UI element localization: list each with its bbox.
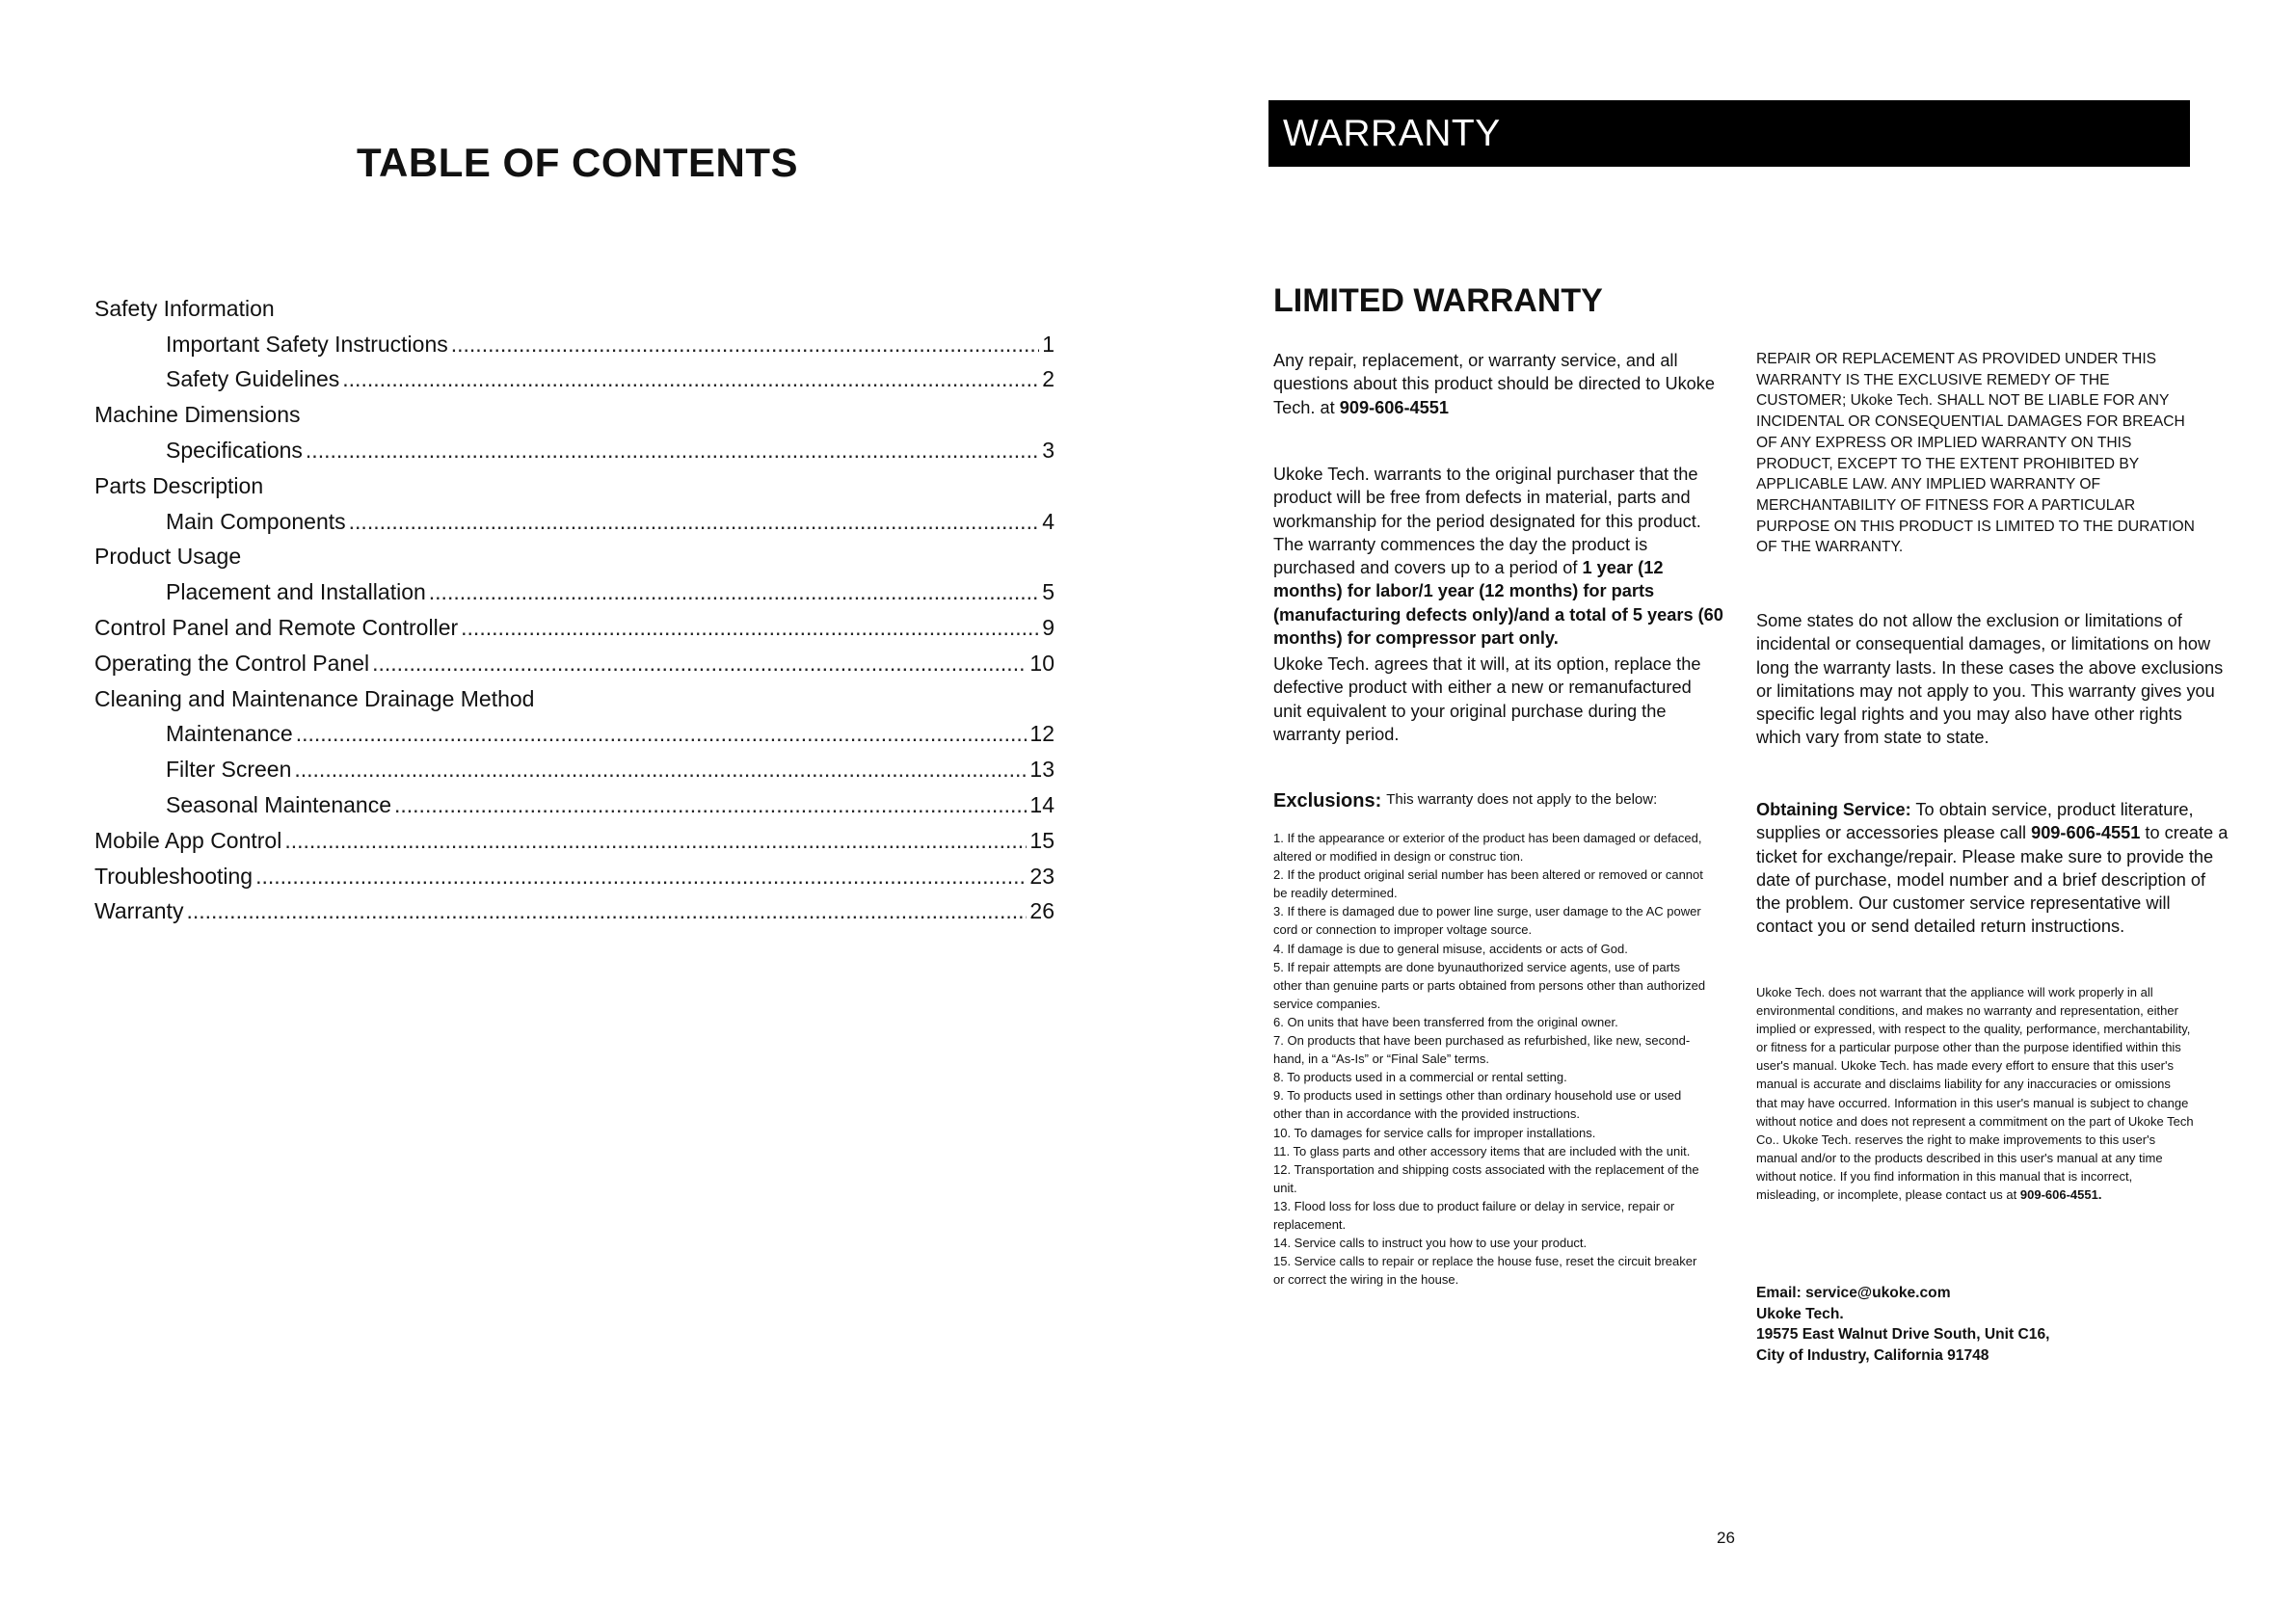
service-paragraph xyxy=(1756,798,2229,939)
toc-leader xyxy=(342,365,1039,392)
toc-entry[interactable] xyxy=(94,712,1055,748)
toc-label: Safety Guidelines xyxy=(166,366,340,392)
toc-entry[interactable] xyxy=(94,570,1055,605)
toc-entry[interactable] xyxy=(94,605,1055,641)
exclusions-list xyxy=(1273,829,1707,1289)
toc-label: Machine Dimensions xyxy=(94,402,301,428)
toc-page-number: 3 xyxy=(1042,437,1055,463)
list-item: 4. If damage is due to general misuse, accidents or acts of God. xyxy=(1273,941,1628,956)
toc-label: Warranty xyxy=(94,898,184,924)
toc-page-number: 10 xyxy=(1029,650,1055,676)
toc-heading[interactable] xyxy=(94,286,1055,322)
toc-label: Seasonal Maintenance xyxy=(166,791,391,817)
toc-leader xyxy=(296,720,1028,747)
list-item: 15. Service calls to repair or replace the house fuse, reset the circuit breaker or correct the wiring in the house. xyxy=(1273,1254,1697,1288)
page-number: 26 xyxy=(1717,1529,1735,1547)
disclaimer-text: Ukoke Tech. does not warrant that the appliance will work properly in all environmental conditions, and makes no warranty and representation, either implied or expressed, with respect to the quality, performance, merchantability, or fitness for a particular purpose other than the purpose identified within this user's manual. Ukoke Tech. has made every effort to ensure that this user's manual is accurate and disclaims liability for any inaccuracies or omissions that may have occurred. Information in this user's manual is subject to change without notice and does not represent a commitment on the part of Ukoke Tech Co.. Ukoke Tech. reserves the right to make improvements to this user's manual and/or to the products described in this user's manual at any time without notice. If you find information in this manual that is incorrect, misleading, or incomplete, please contact us at xyxy=(1756,985,2194,1203)
toc-label: Main Components xyxy=(166,508,346,534)
toc-leader xyxy=(394,791,1027,818)
toc-page-number: 26 xyxy=(1029,898,1055,924)
intro-phone: 909-606-4551 xyxy=(1339,397,1450,417)
exclusions-label: Exclusions: xyxy=(1273,790,1382,812)
contact-company: Ukoke Tech. xyxy=(1756,1305,1844,1322)
intro-paragraph xyxy=(1273,349,1722,419)
toc-label: Product Usage xyxy=(94,544,242,570)
toc-entry[interactable] xyxy=(94,428,1055,464)
toc-page-number: 1 xyxy=(1042,331,1055,357)
toc-label: Filter Screen xyxy=(166,757,292,783)
list-item: 5. If repair attempts are done byunauthorized service agents, use of parts other than genuine parts or parts obtained from persons other than authorized service companies. xyxy=(1273,959,1706,1011)
toc-page-number: 23 xyxy=(1029,863,1055,889)
toc-page-number: 9 xyxy=(1042,614,1055,640)
warrant-paragraph xyxy=(1273,463,1724,650)
toc-heading[interactable] xyxy=(94,464,1055,499)
exclusions-section xyxy=(1273,790,1707,1289)
toc-label: Placement and Installation xyxy=(166,579,426,605)
toc-entry[interactable] xyxy=(94,641,1055,677)
toc-entry[interactable] xyxy=(94,747,1055,783)
toc-leader xyxy=(255,863,1027,890)
toc-label: Operating the Control Panel xyxy=(94,650,370,676)
list-item: 11. To glass parts and other accessory items that are included with the unit. xyxy=(1273,1143,1691,1158)
toc-heading[interactable] xyxy=(94,535,1055,571)
service-label: Obtaining Service: xyxy=(1756,800,1911,819)
exclusions-intro: This warranty does not apply to the below: xyxy=(1386,791,1658,808)
toc-entry[interactable] xyxy=(94,358,1055,393)
toc-leader xyxy=(349,508,1040,535)
toc-page-number: 14 xyxy=(1029,791,1055,817)
toc-label: Control Panel and Remote Controller xyxy=(94,614,459,640)
list-item: 3. If there is damaged due to power line surge, user damage to the AC power cord or connection to improper voltage source. xyxy=(1273,904,1701,938)
toc-leader xyxy=(372,650,1027,677)
toc-label: Parts Description xyxy=(94,472,264,498)
toc-label: Cleaning and Maintenance Drainage Method xyxy=(94,685,535,711)
list-item: 7. On products that have been purchased as refurbished, like new, second-hand, in a “As-Is” or “Final Sale” terms. xyxy=(1273,1033,1691,1067)
toc-leader xyxy=(284,827,1027,854)
toc-title: TABLE OF CONTENTS xyxy=(357,140,799,185)
disclaimer-paragraph xyxy=(1756,983,2195,1204)
toc-leader xyxy=(451,331,1039,358)
limited-warranty-title: LIMITED WARRANTY xyxy=(1273,282,1603,319)
list-item: 12. Transportation and shipping costs associated with the replacement of the unit. xyxy=(1273,1161,1699,1195)
remedy-paragraph: REPAIR OR REPLACEMENT AS PROVIDED UNDER THIS WARRANTY IS THE EXCLUSIVE REMEDY OF THE CUSTOMER; Ukoke Tech. SHALL NOT BE LIABLE FOR ANY INCIDENTAL OR CONSEQUENTIAL DAMAGES FOR BREACH OF ANY EXPRESS OR IMPLIED WARRANTY ON THIS PRODUCT, EXCEPT TO THE EXTENT PROHIBITED BY APPLICABLE LAW. ANY IMPLIED WARRANTY OF MERCHANTABILITY OF FITNESS FOR A PARTICULAR PURPOSE ON THIS PRODUCT IS LIMITED TO THE DURATION OF THE WARRANTY. xyxy=(1756,351,2195,556)
toc-entry[interactable] xyxy=(94,322,1055,358)
toc-leader xyxy=(306,437,1039,464)
list-item: 2. If the product original serial number has been altered or removed or cannot be readily determined. xyxy=(1273,867,1703,901)
toc-page-number: 2 xyxy=(1042,366,1055,392)
toc-entry[interactable] xyxy=(94,890,1055,925)
toc-entry[interactable] xyxy=(94,854,1055,890)
toc-page-number: 4 xyxy=(1042,508,1055,534)
toc-label: Safety Information xyxy=(94,295,275,321)
warrant-text: Ukoke Tech. warrants to the original purchaser that the product will be free from defects in material, parts and workmanship for the period designated for this product. The warranty commences the day the product is purchased and covers up to a period of xyxy=(1273,465,1701,578)
toc-label: Maintenance xyxy=(166,721,293,747)
toc-label: Important Safety Instructions xyxy=(166,331,448,357)
toc-heading[interactable] xyxy=(94,677,1055,712)
exclusions-header xyxy=(1273,790,1707,812)
list-item: 6. On units that have been transferred from the original owner. xyxy=(1273,1014,1618,1029)
toc-leader xyxy=(461,614,1039,641)
toc-page-number: 5 xyxy=(1042,579,1055,605)
toc-entry[interactable] xyxy=(94,499,1055,535)
toc-page-number: 15 xyxy=(1029,827,1055,853)
service-text: to create a ticket for exchange/repair. Please make sure to provide the date of purchase, model number and a brief description of the problem. Our customer service representative will contact you or send detailed return instructions. xyxy=(1756,823,2229,937)
toc-page-number: 12 xyxy=(1029,721,1055,747)
list-item: 14. Service calls to instruct you how to use your product. xyxy=(1273,1236,1588,1251)
service-phone: 909-606-4551 xyxy=(2031,823,2141,843)
disclaimer-phone: 909-606-4551. xyxy=(2019,1187,2102,1203)
toc-list xyxy=(94,286,1055,924)
list-item: 9. To products used in settings other than ordinary household use or used other than in accordance with the provided instructions. xyxy=(1273,1088,1682,1122)
toc-leader xyxy=(186,897,1027,924)
list-item: 13. Flood loss for loss due to product failure or delay in service, repair or replacement. xyxy=(1273,1198,1675,1232)
list-item: 8. To products used in a commercial or rental setting. xyxy=(1273,1070,1567,1085)
warranty-banner: WARRANTY xyxy=(1268,100,2190,167)
agree-paragraph: Ukoke Tech. agrees that it will, at its option, replace the defective product with either a new or remanufactured unit equivalent to your original purchase during the warranty period. xyxy=(1273,654,1701,744)
contact-address: 19575 East Walnut Drive South, Unit C16, xyxy=(1756,1326,2050,1344)
toc-page-number: 13 xyxy=(1029,757,1055,783)
toc-entry[interactable] xyxy=(94,783,1055,818)
contact-city: City of Industry, California 91748 xyxy=(1756,1347,1989,1365)
toc-leader xyxy=(429,578,1039,605)
toc-label: Mobile App Control xyxy=(94,827,282,853)
toc-leader xyxy=(294,756,1027,783)
warranty-page xyxy=(1148,0,2296,1624)
intro-text: Any repair, replacement, or warranty service, and all questions about this product should be directed to Ukoke Tech. at xyxy=(1273,351,1716,417)
service-text: To obtain service, product literature, supplies or accessories please call xyxy=(1756,800,2194,843)
contact-block xyxy=(1756,1283,2195,1367)
toc-label: Troubleshooting xyxy=(94,863,254,889)
toc-entry[interactable] xyxy=(94,818,1055,854)
toc-heading[interactable] xyxy=(94,392,1055,428)
toc-label: Specifications xyxy=(166,437,303,463)
contact-email[interactable]: Email: service@ukoke.com xyxy=(1756,1285,1951,1301)
list-item: 1. If the appearance or exterior of the product has been damaged or defaced, altered or modified in design or construc tion. xyxy=(1273,831,1702,865)
list-item: 10. To damages for service calls for improper installations. xyxy=(1273,1125,1596,1140)
warrant-terms: 1 year (12 months) for labor/1 year (12 months) for parts (manufacturing defects only)/and a total of 5 years (60 months) for compressor part only. xyxy=(1273,558,1723,649)
states-paragraph: Some states do not allow the exclusion or limitations of incidental or consequential damages, or limitations on how long the warranty lasts. In these cases the above exclusions or limitations may not apply to you. This warranty gives you specific legal rights and you may also have other rights which vary from state to state. xyxy=(1756,611,2224,748)
